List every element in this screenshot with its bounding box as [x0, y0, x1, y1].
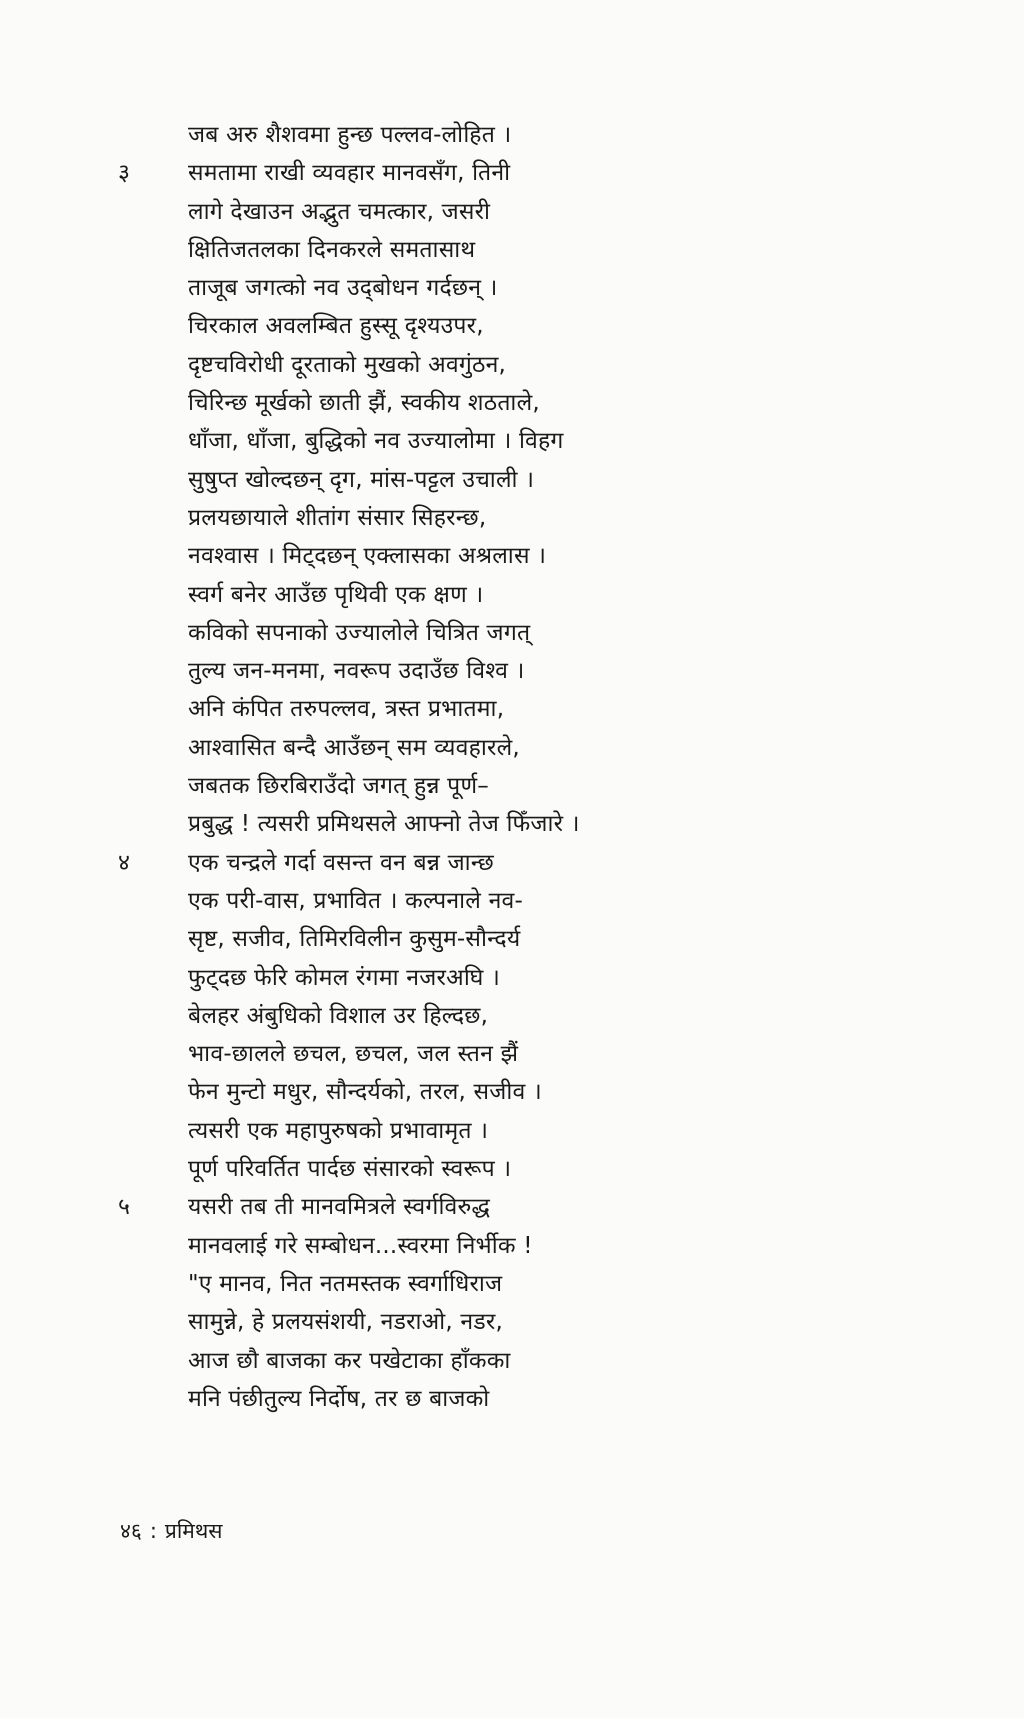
poem-body	[118, 116, 968, 1418]
poem-line	[188, 1265, 968, 1303]
poem-line-text: यसरी तब ती मानवमित्रले स्वर्गविरुद्ध	[188, 1194, 491, 1221]
poem-line	[188, 997, 968, 1035]
poem-line-text: बेलहर अंबुधिको विशाल उर हिल्दछ,	[188, 1002, 489, 1029]
poem-line	[188, 1342, 968, 1380]
poem-line-text: नवश्वास । मिट्दछन् एक्लासका अश्रलास ।	[188, 543, 547, 570]
poem-line-text: अनि कंपित तरुपल्लव, त्रस्त प्रभातमा,	[188, 696, 505, 723]
poem-line	[188, 346, 968, 384]
poem-line	[188, 116, 968, 154]
poem-line-text: जब अरु शैशवमा हुन्छ पल्लव-लोहित ।	[188, 122, 512, 148]
poem-line	[188, 767, 968, 805]
poem-line-text: सामुन्ने, हे प्रलयसंशयी, नडराओ, नडर,	[188, 1309, 504, 1336]
poem-line-text: स्वर्ग बनेर आउँछ पृथिवी एक क्षण ।	[188, 581, 484, 608]
poem-line-text: कविको सपनाको उज्यालोले चित्रित जगत्	[188, 619, 531, 646]
poem-line-text: धाँजा, धाँजा, बुद्धिको नव उज्यालोमा । विहग	[188, 428, 564, 455]
poem-line-text: चिरकाल अवलम्बित हुस्सू दृश्यउपर,	[188, 313, 484, 340]
poem-line-text: समतामा राखी व्यवहार मानवसँग, तिनी	[188, 160, 511, 187]
poem-line-text: लागे देखाउन अद्भुत चमत्कार, जसरी	[188, 198, 491, 225]
poem-line	[188, 652, 968, 690]
poem-line-text: मानवलाई गरे सम्बोधन...स्वरमा निर्भीक !	[188, 1232, 533, 1259]
poem-line-text: सृष्ट, सजीव, तिमिरविलीन कुसुम-सौन्दर्य	[188, 926, 521, 953]
poem-line	[188, 1380, 968, 1418]
poem-line	[188, 614, 968, 652]
page-number: ४६	[120, 1519, 142, 1543]
poem-line	[188, 1150, 968, 1188]
poem-line	[188, 193, 968, 231]
poem-line-text: आश्वासित बन्दै आउँछन् सम व्यवहारले,	[188, 734, 520, 761]
poem-line	[188, 269, 968, 307]
poem-line	[188, 1227, 968, 1265]
poem-line-text: पूर्ण परिवर्तित पार्दछ संसारको स्वरूप ।	[188, 1156, 512, 1183]
poem-line-text: भाव-छालले छचल, छचल, जल स्तन झैं	[188, 1041, 519, 1068]
poem-line-text: "ए मानव, नित नतमस्तक स्वर्गाधिराज	[188, 1270, 503, 1297]
poem-line	[118, 844, 968, 882]
stanza-number: ५	[118, 1194, 131, 1221]
footer-separator: :	[149, 1519, 157, 1543]
poem-line-text: प्रलयछायाले शीतांग संसार सिहरन्छ,	[188, 504, 487, 531]
poem-line	[188, 1303, 968, 1341]
poem-line	[188, 231, 968, 269]
stanza-number: ३	[118, 160, 131, 187]
poem-line	[188, 384, 968, 422]
poem-line	[188, 422, 968, 460]
poem-line	[118, 154, 968, 192]
poem-line-text: क्षितिजतलका दिनकरले समतासाथ	[188, 236, 476, 263]
poem-line-text: फेन मुन्टो मधुर, सौन्दर्यको, तरल, सजीव ।	[188, 1079, 542, 1106]
poem-line	[188, 1112, 968, 1150]
page-footer	[120, 1516, 222, 1546]
poem-line-text: ताजूब जगत्को नव उद्‌बोधन गर्दछन् ।	[188, 275, 498, 302]
poem-line	[188, 882, 968, 920]
poem-line	[188, 959, 968, 997]
poem-line	[188, 307, 968, 345]
poem-line-text: त्यसरी एक महापुरुषको प्रभावामृत ।	[188, 1117, 489, 1144]
book-title: प्रमिथस	[164, 1519, 223, 1543]
stanza-number: ४	[118, 849, 131, 876]
poem-line-text: मनि पंछीतुल्य निर्दोष, तर छ बाजको	[188, 1385, 490, 1412]
poem-line	[188, 805, 968, 843]
poem-line-text: एक परी-वास, प्रभावित । कल्पनाले नव-	[188, 887, 524, 914]
poem-line	[118, 1188, 968, 1226]
poem-line-text: फुट्दछ फेरि कोमल रंगमा नजरअघि ।	[188, 964, 501, 991]
poem-line	[188, 690, 968, 728]
poem-line-text: चिरिन्छ मूर्खको छाती झैं, स्वकीय शठताले,	[188, 390, 540, 417]
poem-line	[188, 920, 968, 958]
poem-line	[188, 461, 968, 499]
poem-line-text: जबतक छिरबिराउँदो जगत् हुन्न पूर्ण–	[188, 773, 489, 800]
poem-line	[188, 537, 968, 575]
poem-line	[188, 729, 968, 767]
poem-line	[188, 576, 968, 614]
poem-line-text: सुषुप्त खोल्दछन् दृग, मांस-पट्टल उचाली ।	[188, 466, 535, 493]
poem-line-text: आज छौ बाजका कर पखेटाका हाँकका	[188, 1347, 511, 1374]
poem-line	[188, 499, 968, 537]
poem-line-text: एक चन्द्रले गर्दा वसन्त वन बन्न जान्छ	[188, 849, 494, 876]
poem-line	[188, 1073, 968, 1111]
poem-line-text: दृष्टचविरोधी दूरताको मुखको अवगुंठन,	[188, 351, 507, 378]
poem-line-text: प्रबुद्ध ! त्यसरी प्रमिथसले आफ्नो तेज फिँजारे ।	[188, 811, 580, 838]
poem-line-text: तुल्य जन-मनमा, नवरूप उदाउँछ विश्व ।	[188, 658, 525, 685]
poem-line	[188, 1035, 968, 1073]
